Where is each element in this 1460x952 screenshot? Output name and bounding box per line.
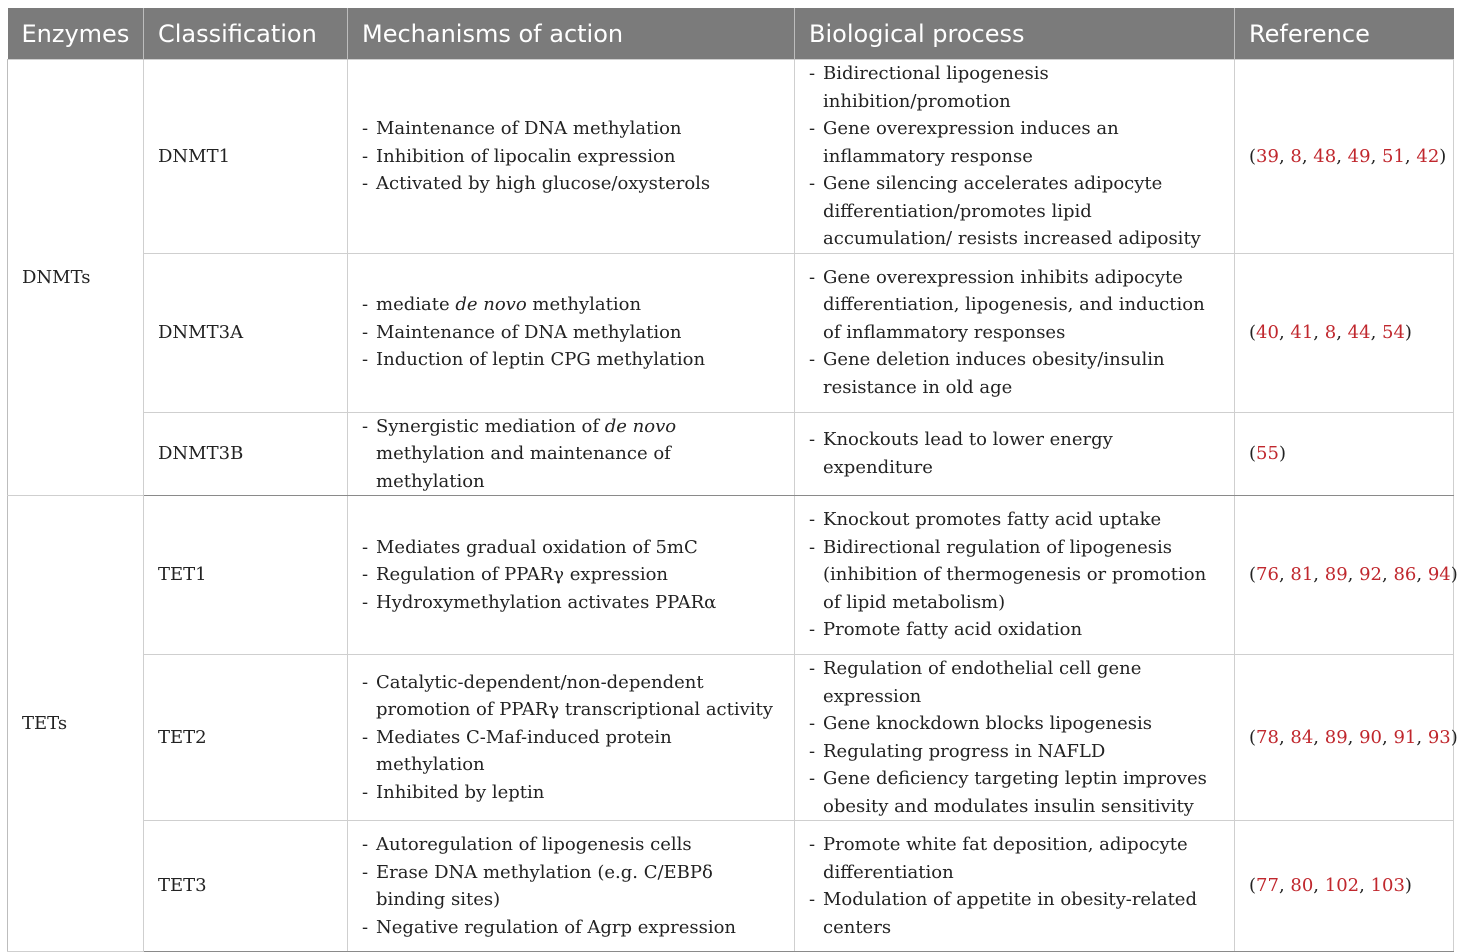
ref-link[interactable]: 39 xyxy=(1256,145,1279,167)
list-item: - Regulating progress in NAFLD xyxy=(809,738,1220,766)
ref-link[interactable]: 103 xyxy=(1370,875,1405,897)
list-item: - Gene overexpression inhibits adipocyte differentiation, lipogenesis, and induction of inflammatory responses xyxy=(809,264,1220,347)
mechanisms-cell xyxy=(348,60,795,254)
reference-cell: (78, 84, 89, 90, 91, 93) xyxy=(1235,655,1454,821)
biological-process-cell xyxy=(795,253,1235,412)
ref-link[interactable]: 89 xyxy=(1324,726,1348,748)
ref-link[interactable]: 84 xyxy=(1290,726,1314,748)
list-item: - Negative regulation of Agrp expression xyxy=(362,914,780,942)
classification-cell: TET3 xyxy=(144,821,348,952)
biological-process-cell xyxy=(795,821,1235,952)
ref-link[interactable]: 81 xyxy=(1290,564,1314,586)
list-item: - Synergistic mediation of de novo methylation and maintenance of methylation xyxy=(362,413,780,496)
ref-link[interactable]: 89 xyxy=(1324,564,1348,586)
list-item: - Inhibition of lipocalin expression xyxy=(362,143,780,171)
mechanisms-cell xyxy=(348,496,795,655)
classification-cell: DNMT3B xyxy=(144,412,348,496)
ref-link[interactable]: 78 xyxy=(1256,726,1279,748)
list-item: - Activated by high glucose/oxysterols xyxy=(362,170,780,198)
ref-link[interactable]: 94 xyxy=(1427,564,1451,586)
table-row xyxy=(8,821,1454,952)
header-mechanisms: Mechanisms of action xyxy=(348,8,795,60)
classification-cell: DNMT3A xyxy=(144,253,348,412)
classification-cell: DNMT1 xyxy=(144,60,348,254)
table-row xyxy=(8,60,1454,254)
list-item: - Knockouts lead to lower energy expenditure xyxy=(809,426,1220,481)
ref-link[interactable]: 8 xyxy=(1290,145,1302,167)
list-item: - Hydroxymethylation activates PPARα xyxy=(362,589,780,617)
header-biological-process: Biological process xyxy=(795,8,1235,60)
header-enzymes: Enzymes xyxy=(8,8,144,60)
ref-link[interactable]: 77 xyxy=(1256,875,1279,897)
ref-link[interactable]: 49 xyxy=(1347,145,1371,167)
list-item: - Promote fatty acid oxidation xyxy=(809,616,1220,644)
ref-link[interactable]: 91 xyxy=(1393,726,1417,748)
group-label-tets: TETs xyxy=(8,496,144,952)
list-item: - Regulation of PPARγ expression xyxy=(362,561,780,589)
reference-cell: (55) xyxy=(1235,412,1454,496)
ref-link[interactable]: 90 xyxy=(1359,726,1383,748)
list-item: - Maintenance of DNA methylation xyxy=(362,115,780,143)
group-label-dnmts: DNMTs xyxy=(8,60,144,496)
list-item: - mediate de novo methylation xyxy=(362,291,780,319)
ref-link[interactable]: 93 xyxy=(1427,726,1451,748)
list-item: - Knockout promotes fatty acid uptake xyxy=(809,506,1220,534)
list-item: - Gene overexpression induces an inflammatory response xyxy=(809,115,1220,170)
list-item: - Maintenance of DNA methylation xyxy=(362,319,780,347)
ref-link[interactable]: 54 xyxy=(1382,321,1405,343)
ref-link[interactable]: 80 xyxy=(1290,875,1314,897)
biological-process-cell xyxy=(795,496,1235,655)
list-item: - Induction of leptin CPG methylation xyxy=(362,346,780,374)
ref-link[interactable]: 55 xyxy=(1256,443,1279,464)
ref-link[interactable]: 42 xyxy=(1416,145,1440,167)
ref-link[interactable]: 51 xyxy=(1382,145,1405,167)
ref-link[interactable]: 8 xyxy=(1324,321,1337,343)
list-item: - Regulation of endothelial cell gene expression xyxy=(809,655,1220,710)
ref-link[interactable]: 41 xyxy=(1290,321,1314,343)
mechanisms-cell xyxy=(348,412,795,496)
list-item: - Gene knockdown blocks lipogenesis xyxy=(809,710,1220,738)
enzyme-table xyxy=(7,8,1458,952)
mechanisms-cell xyxy=(348,253,795,412)
table-row xyxy=(8,253,1454,412)
list-item: - Erase DNA methylation (e.g. C/EBPδ binding sites) xyxy=(362,859,780,914)
ref-link[interactable]: 44 xyxy=(1347,321,1371,343)
reference-cell: (40, 41, 8, 44, 54) xyxy=(1235,253,1454,412)
ref-link[interactable]: 92 xyxy=(1359,564,1383,586)
ref-link[interactable]: 102 xyxy=(1324,875,1360,897)
reference-cell: (76, 81, 89, 92, 86, 94) xyxy=(1235,496,1454,655)
classification-cell: TET1 xyxy=(144,496,348,655)
list-item: - Bidirectional regulation of lipogenesis (inhibition of thermogenesis or promotion of lipid metabolism) xyxy=(809,534,1220,617)
mechanisms-cell xyxy=(348,821,795,952)
mechanisms-cell xyxy=(348,655,795,821)
ref-link[interactable]: 76 xyxy=(1256,564,1279,586)
list-item: - Promote white fat deposition, adipocyte differentiation xyxy=(809,831,1220,886)
ref-link[interactable]: 40 xyxy=(1256,321,1279,343)
list-item: - Gene silencing accelerates adipocyte differentiation/promotes lipid accumulation/ resists increased adiposity xyxy=(809,170,1220,253)
list-item: - Catalytic-dependent/non-dependent promotion of PPARγ transcriptional activity xyxy=(362,669,780,724)
list-item: - Modulation of appetite in obesity-related centers xyxy=(809,886,1220,941)
table-row xyxy=(8,496,1454,655)
reference-cell: (39, 8, 48, 49, 51, 42) xyxy=(1235,60,1454,254)
table-row xyxy=(8,412,1454,496)
biological-process-cell xyxy=(795,655,1235,821)
header-row xyxy=(8,8,1454,60)
reference-cell: (77, 80, 102, 103) xyxy=(1235,821,1454,952)
biological-process-cell xyxy=(795,412,1235,496)
list-item: - Inhibited by leptin xyxy=(362,779,780,807)
header-classification: Classification xyxy=(144,8,348,60)
list-item: - Mediates gradual oxidation of 5mC xyxy=(362,534,780,562)
list-item: - Bidirectional lipogenesis inhibition/promotion xyxy=(809,60,1220,115)
list-item: - Gene deficiency targeting leptin improves obesity and modulates insulin sensitivity xyxy=(809,765,1220,820)
ref-link[interactable]: 86 xyxy=(1393,564,1417,586)
table-row xyxy=(8,655,1454,821)
list-item: - Autoregulation of lipogenesis cells xyxy=(362,831,780,859)
classification-cell: TET2 xyxy=(144,655,348,821)
biological-process-cell xyxy=(795,60,1235,254)
ref-link[interactable]: 48 xyxy=(1313,145,1337,167)
list-item: - Mediates C-Maf-induced protein methylation xyxy=(362,724,780,779)
list-item: - Gene deletion induces obesity/insulin resistance in old age xyxy=(809,346,1220,401)
header-reference: Reference xyxy=(1235,8,1454,60)
